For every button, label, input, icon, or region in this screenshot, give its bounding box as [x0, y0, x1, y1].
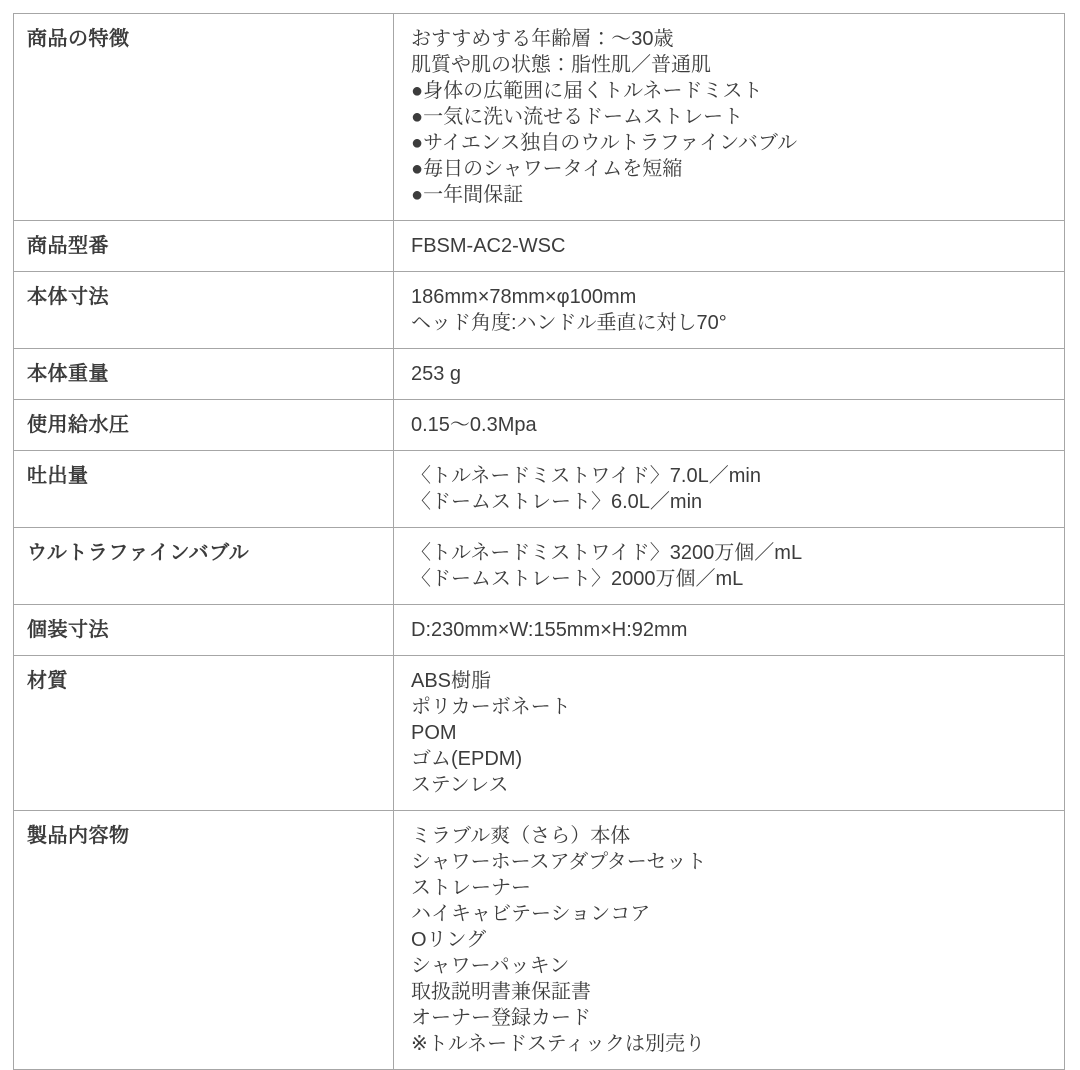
spec-value-line: 肌質や肌の状態：脂性肌／普通肌 — [411, 54, 711, 76]
table-row-discharge-rate — [14, 451, 1064, 528]
table-row-ultra-fine-bubble — [14, 528, 1064, 605]
spec-value-features — [394, 14, 1064, 220]
spec-value-line: シャワーホースアダプターセット — [411, 851, 707, 873]
spec-value-line: 〈ドームストレート〉2000万個／mL — [411, 568, 744, 590]
spec-label-water-pressure: 使用給水圧 — [14, 400, 394, 450]
spec-value-line: ステンレス — [411, 774, 509, 796]
table-row-package-contents — [14, 811, 1064, 1069]
spec-value-line: シャワーパッキン — [411, 955, 570, 977]
spec-value-model-number — [394, 221, 1064, 271]
table-row-water-pressure — [14, 400, 1064, 451]
spec-label-discharge-rate: 吐出量 — [14, 451, 394, 527]
spec-value-line: ポリカーボネート — [411, 696, 571, 718]
spec-value-line: ●一年間保証 — [411, 184, 524, 206]
spec-value-line: FBSM-AC2-WSC — [411, 235, 566, 257]
spec-label-body-dimensions: 本体寸法 — [14, 272, 394, 348]
spec-value-line: 〈ドームストレート〉6.0L／min — [411, 491, 703, 513]
spec-value-line: 0.15～0.3Mpa — [411, 414, 537, 436]
spec-label-package-contents: 製品内容物 — [14, 811, 394, 1069]
product-spec-table — [13, 13, 1065, 1070]
spec-value-line: ●身体の広範囲に届くトルネードミスト — [411, 80, 763, 102]
spec-value-line: 186mm×78mm×φ100mm — [411, 286, 637, 308]
spec-value-line: オーナー登録カード — [411, 1007, 591, 1029]
spec-value-ultra-fine-bubble — [394, 528, 1064, 604]
spec-value-line: ●毎日のシャワータイムを短縮 — [411, 158, 683, 180]
spec-value-line: ハイキャビテーションコア — [411, 903, 651, 925]
spec-value-package-dimensions — [394, 605, 1064, 655]
spec-label-model-number: 商品型番 — [14, 221, 394, 271]
spec-value-body-weight — [394, 349, 1064, 399]
spec-value-line: おすすめする年齢層：～30歳 — [411, 28, 674, 50]
spec-value-line: 取扱説明書兼保証書 — [411, 981, 591, 1003]
spec-value-line: ヘッド角度:ハンドル垂直に対し70° — [411, 312, 727, 334]
spec-value-line: ABS樹脂 — [411, 670, 492, 692]
spec-value-line: D:230mm×W:155mm×H:92mm — [411, 619, 688, 641]
spec-value-line: ミラブル爽（さら）本体 — [411, 825, 631, 847]
spec-value-line: Oリング — [411, 929, 487, 951]
spec-value-line: ●サイエンス独自のウルトラファインバブル — [411, 132, 798, 154]
spec-value-line: ゴム(EPDM) — [411, 748, 523, 770]
spec-label-package-dimensions: 個装寸法 — [14, 605, 394, 655]
spec-value-discharge-rate — [394, 451, 1064, 527]
spec-value-line: 253 g — [411, 363, 462, 385]
spec-label-features: 商品の特徴 — [14, 14, 394, 220]
table-row-features — [14, 14, 1064, 221]
spec-value-materials — [394, 656, 1064, 810]
table-row-body-dimensions — [14, 272, 1064, 349]
spec-label-ultra-fine-bubble: ウルトラファインバブル — [14, 528, 394, 604]
spec-value-water-pressure — [394, 400, 1064, 450]
spec-value-package-contents — [394, 811, 1064, 1069]
table-row-materials — [14, 656, 1064, 811]
spec-value-line: ●一気に洗い流せるドームストレート — [411, 106, 744, 128]
spec-label-materials: 材質 — [14, 656, 394, 810]
table-row-model-number — [14, 221, 1064, 272]
spec-label-body-weight: 本体重量 — [14, 349, 394, 399]
spec-value-line: POM — [411, 722, 457, 744]
table-row-body-weight — [14, 349, 1064, 400]
spec-value-body-dimensions — [394, 272, 1064, 348]
spec-value-line: ストレーナー — [411, 877, 531, 899]
table-row-package-dimensions — [14, 605, 1064, 656]
spec-value-line: 〈トルネードミストワイド〉7.0L／min — [411, 465, 761, 487]
spec-value-line: ※トルネードスティックは別売り — [411, 1033, 705, 1055]
spec-value-line: 〈トルネードミストワイド〉3200万個／mL — [411, 542, 803, 564]
